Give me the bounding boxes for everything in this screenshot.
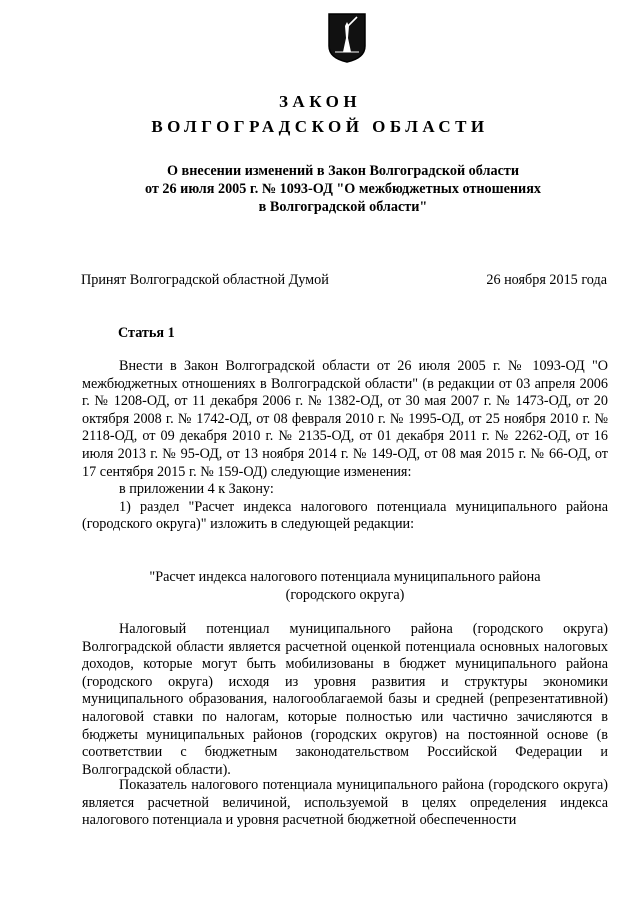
heading-line: от 26 июля 2005 г. № 1093-ОД "О межбюджетных отношениях [144,181,541,197]
article-intro-paragraph: Внести в Закон Волгоградской области от 26 июля 2005 г. № 1093-ОД "О межбюджетных отношениях в Волгоградской области" (в редакции от 03 апреля 2006 г. № 1208-ОД, от 11 декабря 2006 г. № 1382-ОД, от 30 мая 2007 г. № 1473-ОД, от 20 октября 2008 г. № 1742-ОД, от 08 февраля 2010 г. № 1995-ОД, от 25 ноября 2010 г. № 2118-ОД, от 09 декабря 2010 г. № 2135-ОД, от 01 декабря 2011 г. № 2262-ОД, от 16 июля 2013 г. № 95-ОД, от 13 ноября 2014 г. № 149-ОД, от 08 мая 2015 г. № 66-ОД, от 17 сентября 2015 г. № 159-ОД) следующие изменения: [82,358,608,480]
item-1-paragraph: 1) раздел "Расчет индекса налогового потенциала муниципального района (городского округа)" изложить в следующей редакции: [82,498,608,533]
article-body [82,358,608,534]
law-heading [100,162,586,216]
adoption-date: 26 ноября 2015 года [486,272,607,288]
quoted-heading-line: "Расчет индекса налогового потенциала муниципального района [149,569,541,585]
coat-of-arms-icon [327,12,367,64]
law-title: ЗАКОН [278,92,362,111]
quoted-section-heading [130,568,560,604]
adoption-authority: Принят Волгоградской областной Думой [81,272,329,288]
paragraph-text: Налоговый потенциал муниципального района (городского округа) Волгоградской области является расчетной оценкой потенциала основных налоговых доходов, которые могут быть мобилизованы в бюджет муниципального района (городского округа) исходя из уровня развития и структуры экономики муниципального образования, налогооблагаемой базы и средней (репрезентативной) налоговой ставки по налогам, которые полностью или частично зачисляются в бюджеты муниципальных районов (городских округов) на постоянной основе (в соответствии с бюджетным законодательством Российской Федерации и Волгоградской области). [82,621,608,778]
paragraph-text: Показатель налогового потенциала муниципального района (городского округа) является расчетной величиной, используемой в целях определения индекса налогового потенциала и уровня расчетной бюджетной обеспеченности [82,777,608,829]
quoted-paragraph-2 [82,777,608,830]
heading-line: в Волгоградской области" [258,199,428,215]
article-title: Статья 1 [118,325,175,341]
quoted-paragraph-1 [82,621,608,779]
law-subtitle: ВОЛГОГРАДСКОЙ ОБЛАСТИ [151,117,489,136]
quoted-heading-line: (городского округа) [285,587,405,603]
appendix-line: в приложении 4 к Закону: [119,481,274,498]
heading-line: О внесении изменений в Закон Волгоградской области [166,163,520,179]
